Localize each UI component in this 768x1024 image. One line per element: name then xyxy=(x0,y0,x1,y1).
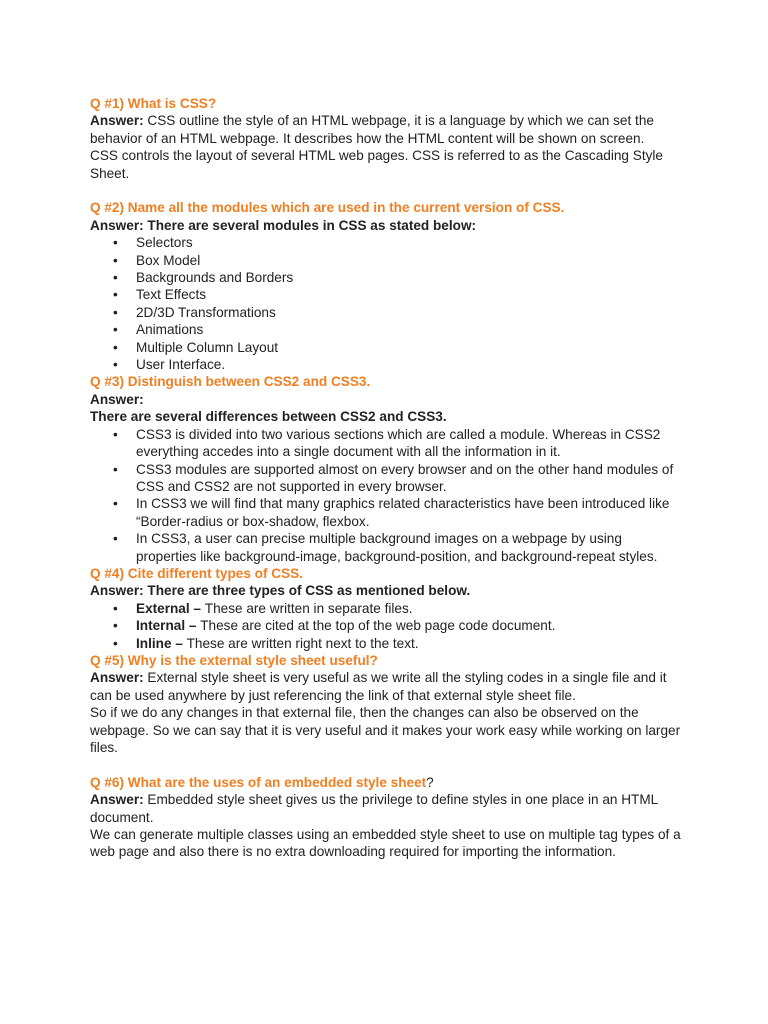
question-4-answer: Answer: There are three types of CSS as mentioned below. xyxy=(90,583,471,599)
question-6-mark: ? xyxy=(426,774,434,790)
list-item xyxy=(136,600,686,617)
question-2-answer: Answer: There are several modules in CSS as stated below: xyxy=(90,217,477,233)
question-6-text: Q #6) What are the uses of an embedded style sheet xyxy=(90,774,427,790)
answer-label: Answer: xyxy=(90,113,144,129)
question-5-heading: Q #5) Why is the external style sheet useful? xyxy=(90,652,378,668)
answer-label: Answer: xyxy=(90,670,144,686)
answer-text: Embedded style sheet gives us the privilege to define styles in one place in an HTML document. xyxy=(90,792,658,825)
term-description: These are cited at the top of the web page code document. xyxy=(200,618,556,634)
list-item: • Multiple Column Layout xyxy=(136,339,686,356)
list-item: • In CSS3, a user can precise multiple background images on a webpage by using properties like background-image, background-position, and background-repeat styles. xyxy=(136,530,686,565)
answer-text: CSS outline the style of an HTML webpage, it is a language by which we can set the behavior of an HTML webpage. It describes how the HTML content will be shown on screen. xyxy=(90,113,654,146)
spacer xyxy=(90,756,686,773)
list-item: • Backgrounds and Borders xyxy=(136,269,686,286)
term-description: These are written right next to the text. xyxy=(186,635,419,651)
list-item: • Text Effects xyxy=(136,286,686,303)
css-types-list xyxy=(90,600,686,652)
list-item: • In CSS3 we will find that many graphics related characteristics have been introduced like “Border-radius or box-shadow, flexbox. xyxy=(136,495,686,530)
question-6-heading xyxy=(90,774,686,791)
list-item xyxy=(136,617,686,634)
question-5-answer xyxy=(90,669,686,704)
question-1-paragraph-2: CSS controls the layout of several HTML web pages. CSS is referred to as the Cascading Style Sheet. xyxy=(90,148,663,181)
list-item: • 2D/3D Transformations xyxy=(136,304,686,321)
term-description: These are written in separate files. xyxy=(204,600,413,616)
question-1-heading: Q #1) What is CSS? xyxy=(90,96,217,111)
spacer xyxy=(90,182,686,199)
question-2-heading: Q #2) Name all the modules which are used in the current version of CSS. xyxy=(90,200,565,216)
answer-label: Answer: xyxy=(90,792,144,808)
list-item: • Box Model xyxy=(136,252,686,269)
term-label: Internal – xyxy=(136,618,201,634)
css-modules-list xyxy=(90,234,686,373)
question-3-heading: Q #3) Distinguish between CSS2 and CSS3. xyxy=(90,374,371,390)
term-label: External – xyxy=(136,600,205,616)
answer-text: External style sheet is very useful as we write all the styling codes in a single file and it can be used anywhere by just referencing the link of that external style sheet file. xyxy=(90,670,667,703)
question-3-intro: There are several differences between CSS2 and CSS3. xyxy=(90,409,447,425)
list-item: • CSS3 is divided into two various sections which are called a module. Whereas in CSS2 everything accedes into a single document with all the information in it. xyxy=(136,426,686,461)
question-5-paragraph-2: So if we do any changes in that external file, then the changes can also be observed on the webpage. So we can say that it is very useful and it makes your work easy while working on larger files. xyxy=(90,705,681,756)
list-item: • User Interface. xyxy=(136,356,686,373)
question-6-answer xyxy=(90,791,686,826)
list-item: • CSS3 modules are supported almost on every browser and on the other hand modules of CSS and CSS2 are not supported in every browser. xyxy=(136,461,686,496)
question-4-heading: Q #4) Cite different types of CSS. xyxy=(90,565,304,581)
question-6-paragraph-2: We can generate multiple classes using an embedded style sheet to use on multiple tag types of a web page and also there is no extra downloading required for importing the information. xyxy=(90,827,681,860)
list-item: • Animations xyxy=(136,321,686,338)
list-item xyxy=(136,635,686,652)
term-label: Inline – xyxy=(136,635,187,651)
question-3-answer-label: Answer: xyxy=(90,391,144,407)
css2-css3-differences-list xyxy=(90,426,686,565)
question-1-answer xyxy=(90,112,686,147)
list-item: • Selectors xyxy=(136,234,686,251)
document-page xyxy=(90,95,686,861)
